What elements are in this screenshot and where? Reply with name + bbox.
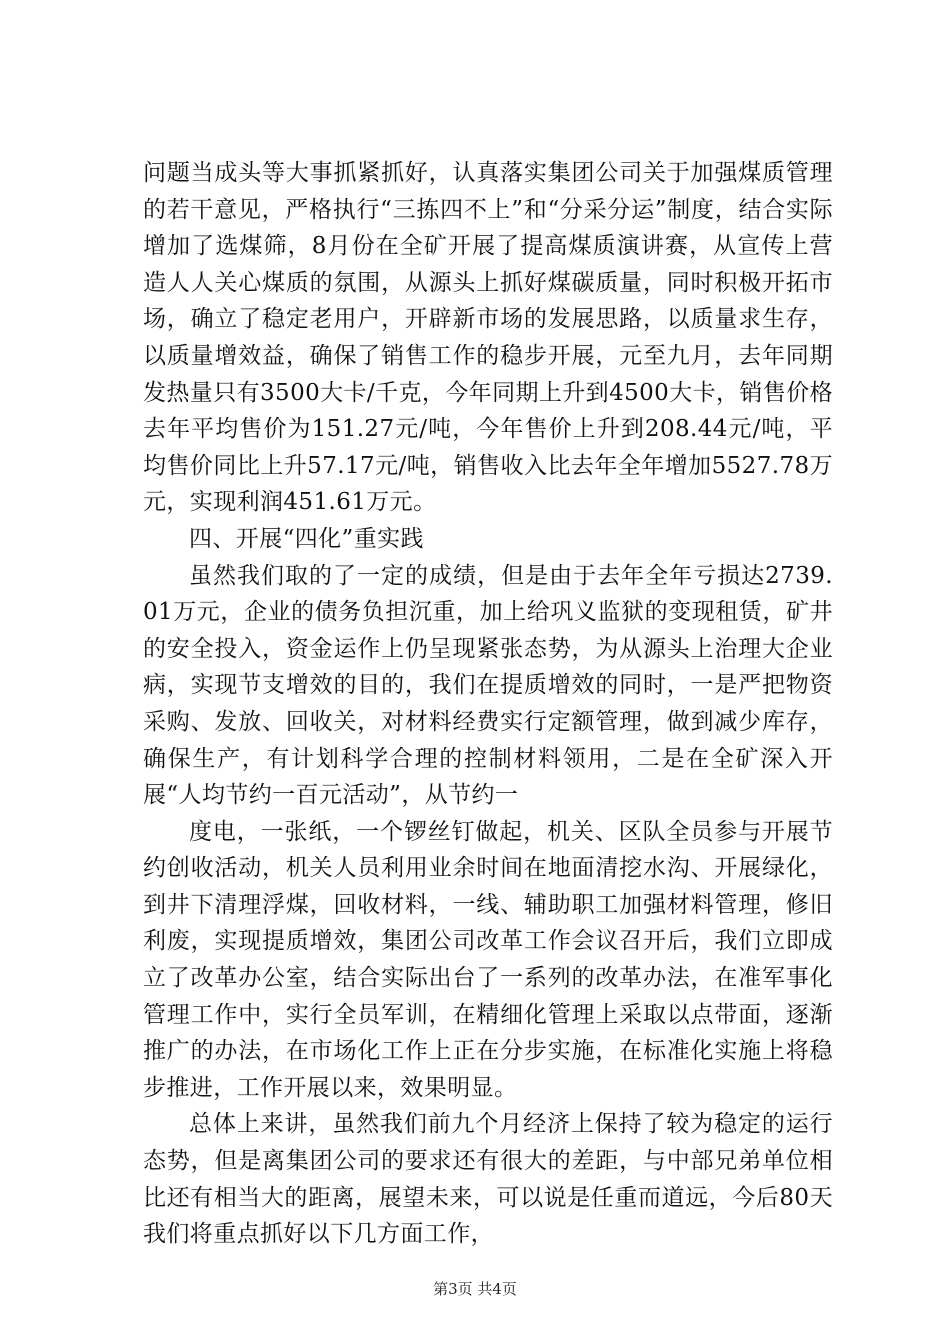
paragraph-cost-saving: 虽然我们取的了一定的成绩，但是由于去年全年亏损达2739.01万元，企业的债务负担沉重，加上给巩义监狱的变现租赁，矿井的安全投入，资金运作上仍呈现紧张态势，为从源头上治理大企业病，实现节支增效的目的，我们在提质增效的同时，一是严把物资采购、发放、回收关，对材料经费实行定额管理，做到减少库存，确保生产，有计划科学合理的控制材料领用，二是在全矿深入开展“人均节约一百元活动”，从节约一	[143, 562, 833, 809]
page-number-footer: 第3页 共4页	[433, 1280, 517, 1298]
paragraph-summary: 总体上来讲，虽然我们前九个月经济上保持了较为稳定的运行态势，但是离集团公司的要求还有很大的差距，与中部兄弟单位相比还有相当大的距离，展望未来，可以说是任重而道远，今后80天我们将重点抓好以下几方面工作，	[143, 1111, 833, 1248]
paragraph-coal-quality: 问题当成头等大事抓紧抓好，认真落实集团公司关于加强煤质管理的若干意见，严格执行“三拣四不上”和“分采分运”制度，结合实际增加了选煤筛，8月份在全矿开展了提高煤质演讲赛，从宣传上营造人人关心煤质的氛围，从源头上抓好煤碳质量，同时积极开拓市场，确立了稳定老用户，开辟新市场的发展思路，以质量求生存，以质量增效益，确保了销售工作的稳步开展，元至九月，去年同期发热量只有3500大卡/千克，今年同期上升到4500大卡，销售价格去年平均售价为151.27元/吨，今年售价上升到208.44元/吨，平均售价同比上升57.17元/吨，销售收入比去年全年增加5527.78万元，实现利润451.61万元。	[143, 160, 834, 516]
document-body	[143, 155, 833, 1253]
paragraph-reform: 度电，一张纸，一个锣丝钉做起，机关、区队全员参与开展节约创收活动，机关人员利用业余时间在地面清挖水沟、开展绿化，到井下清理浮煤，回收材料，一线、辅助职工加强材料管理，修旧利废，实现提质增效，集团公司改革工作会议召开后，我们立即成立了改革办公室，结合实际出台了一系列的改革办法，在准军事化管理工作中，实行全员军训，在精细化管理上采取以点带面，逐渐推广的办法，在市场化工作上正在分步实施，在标准化实施上将稳步推进，工作开展以来，效果明显。	[143, 818, 833, 1101]
section-heading-four: 四、开展“四化”重实践	[189, 525, 424, 552]
